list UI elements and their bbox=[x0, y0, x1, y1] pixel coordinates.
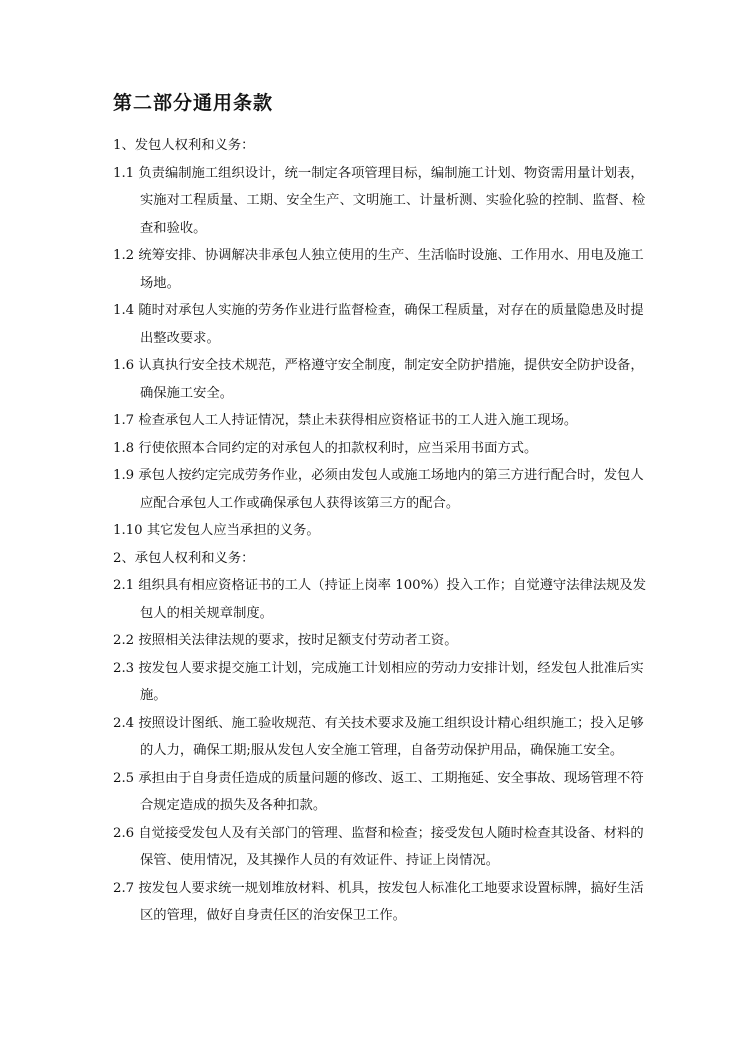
clause-2-6: 2.6 自觉接受发包人及有关部门的管理、监督和检查；接受发包人随时检查其设备、材料的保管、使用情况，及其操作人员的有效证件、持证上岗情况。 bbox=[113, 825, 644, 868]
section-heading: 2、承包人权利和义务： bbox=[113, 550, 255, 566]
clause-1-1: 1.1 负责编制施工组织设计，统一制定各项管理目标，编制施工计划、物资需用量计划表，实施对工程质量、工期、安全生产、文明施工、计量析测、实验化验的控制、监督、检查和验收。 bbox=[113, 165, 646, 236]
clause-2-3: 2.3 按发包人要求提交施工计划，完成施工计划相应的劳动力安排计划，经发包人批准后实施。 bbox=[113, 660, 644, 703]
clause-2-1: 2.1 组织具有相应资格证书的工人（持证上岗率 100%）投入工作；自觉遵守法律法规及发包人的相关规章制度。 bbox=[113, 578, 647, 621]
page-title: 第二部分通用条款 bbox=[113, 92, 274, 114]
clause-1-10: 1.10 其它发包人应当承担的义务。 bbox=[113, 523, 320, 538]
section-heading: 1、发包人权利和义务： bbox=[113, 138, 255, 153]
clause-1-4: 1.4 随时对承包人实施的劳务作业进行监督检查，确保工程质量，对存在的质量隐患及时提出整改要求。 bbox=[113, 303, 644, 346]
clause-1-6: 1.6 认真执行安全技术规范，严格遵守安全制度，制定安全防护措施，提供安全防护设备，确保施工安全。 bbox=[113, 358, 644, 401]
clause-2-2: 2.2 按照相关法律法规的要求，按时足额支付劳动者工资。 bbox=[113, 633, 458, 648]
clause-1-9: 1.9 承包人按约定完成劳务作业，必须由发包人或施工场地内的第三方进行配合时，发包人应配合承包人工作或确保承包人获得该第三方的配合。 bbox=[113, 468, 644, 511]
clause-1-7: 1.7 检查承包人工人持证情况，禁止未获得相应资格证书的工人进入施工现场。 bbox=[113, 413, 578, 428]
clause-1-8: 1.8 行使依照本合同约定的对承包人的扣款权利时，应当采用书面方式。 bbox=[113, 440, 538, 456]
document-body bbox=[113, 132, 649, 930]
clause-2-4: 2.4 按照设计图纸、施工验收规范、有关技术要求及施工组织设计精心组织施工；投入足够的人力，确保工期;服从发包人安全施工管理，自备劳动保护用品，确保施工安全。 bbox=[113, 715, 644, 758]
clause-2-5: 2.5 承担由于自身责任造成的质量问题的修改、返工、工期拖延、安全事故、现场管理不符合规定造成的损失及各种扣款。 bbox=[113, 770, 644, 813]
clause-2-7: 2.7 按发包人要求统一规划堆放材料、机具，按发包人标准化工地要求设置标牌，搞好生活区的管理，做好自身责任区的治安保卫工作。 bbox=[113, 880, 644, 923]
clause-1-2: 1.2 统筹安排、协调解决非承包人独立使用的生产、生活临时设施、工作用水、用电及施工场地。 bbox=[113, 248, 644, 291]
